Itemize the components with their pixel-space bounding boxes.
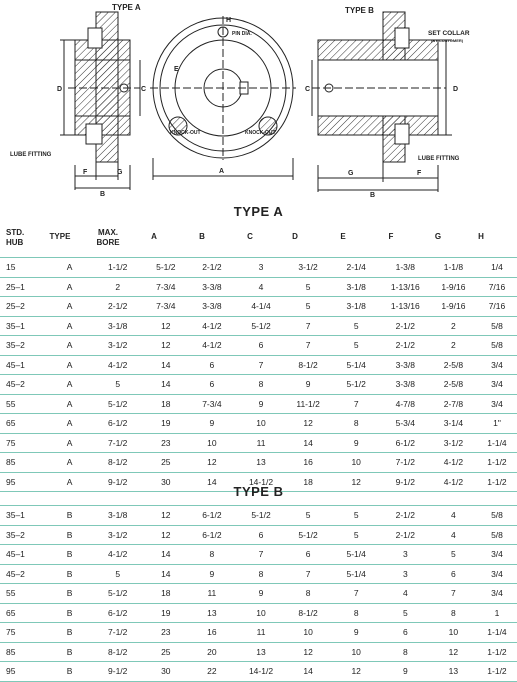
table-cell: 3-1/8: [108, 320, 128, 331]
dim-g-label-a: G: [117, 169, 123, 176]
table-cell: 3/4: [491, 379, 503, 390]
table-cell: 14: [303, 437, 313, 448]
table-cell: 3: [258, 262, 264, 273]
table-cell: 14: [207, 476, 217, 487]
table-row: [0, 603, 517, 623]
table-cell: 85: [6, 457, 16, 468]
table-cell: 15: [6, 262, 16, 273]
table-row: [0, 258, 517, 278]
table-cell: 3/4: [491, 549, 503, 560]
table-cell: 14: [161, 568, 171, 579]
table-cell: A: [66, 437, 73, 448]
type-a-title: TYPE A: [233, 204, 284, 219]
header-max-bore: MAX. BORE: [96, 228, 120, 247]
table-cell: 1-1/2: [487, 476, 507, 487]
table-cell: 25: [161, 646, 171, 657]
table-cell: 10: [351, 457, 361, 468]
table-cell: 12: [303, 646, 313, 657]
dim-c-label-b: C: [305, 86, 311, 93]
table-cell: 4-1/2: [202, 340, 222, 351]
table-cell: 5: [115, 568, 121, 579]
table-cell: 8: [353, 607, 359, 618]
table-cell: 5: [353, 340, 359, 351]
table-cell: 5: [305, 301, 311, 312]
table-cell: 1-13/16: [390, 281, 420, 292]
table-row: [0, 316, 517, 336]
table-cell: 3-3/8: [202, 281, 222, 292]
table-cell: B: [66, 646, 73, 657]
table-cell: 11: [207, 588, 217, 599]
table-cell: 6: [305, 549, 311, 560]
table-cell: 3-1/4: [443, 418, 464, 429]
table-cell: 55: [6, 398, 16, 409]
table-row: [0, 433, 517, 453]
table-cell: 13: [256, 457, 266, 468]
table-cell: 2-1/4: [346, 262, 366, 273]
table-cell: A: [66, 379, 73, 390]
dim-g-label-b: G: [348, 170, 354, 177]
table-cell: 30: [161, 476, 171, 487]
knockout-label-right: KNOCK-OUT: [245, 130, 276, 136]
table-cell: 16: [207, 627, 217, 638]
table-cell: 9: [258, 398, 264, 409]
table-cell: 8: [353, 418, 359, 429]
table-cell: 7: [258, 549, 264, 560]
table-cell: 7: [353, 588, 359, 599]
table-row: [0, 564, 517, 584]
table-cell: 1-1/2: [108, 262, 128, 273]
table-cell: 9: [209, 568, 215, 579]
table-row: [0, 414, 517, 434]
table-cell: A: [66, 476, 73, 487]
table-cell: 8: [402, 646, 408, 657]
table-cell: 22: [207, 666, 217, 677]
table-cell: 3-3/8: [395, 379, 415, 390]
table-cell: A: [66, 301, 73, 312]
table-cell: 6-1/2: [108, 418, 128, 429]
table-cell: 3: [402, 549, 408, 560]
table-cell: 5-1/2: [108, 398, 128, 409]
table-cell: 7-1/2: [395, 457, 415, 468]
table-cell: 4-1/2: [108, 549, 128, 560]
table-cell: 23: [161, 437, 171, 448]
table-row: [0, 545, 517, 565]
table-row: [0, 662, 517, 682]
header-e: E: [340, 232, 346, 241]
table-cell: 8: [209, 549, 215, 560]
type-b-drawing-label: TYPE B: [345, 6, 374, 15]
table-cell: 4-1/2: [443, 476, 464, 487]
table-cell: 4-1/2: [108, 359, 128, 370]
table-cell: 11: [256, 437, 266, 448]
table-cell: 75: [6, 437, 16, 448]
table-cell: 35–1: [6, 510, 25, 521]
table-cell: 9: [258, 588, 264, 599]
table-row: [0, 375, 517, 395]
table-cell: 7: [305, 568, 311, 579]
table-cell: B: [66, 627, 73, 638]
table-cell: 45–2: [6, 379, 25, 390]
table-cell: A: [66, 359, 73, 370]
header-b: B: [199, 232, 205, 241]
dim-e-label: E: [174, 66, 179, 73]
table-cell: 12: [351, 666, 361, 677]
table-cell: 5-1/4: [346, 549, 366, 560]
table-cell: 2: [451, 340, 456, 351]
table-cell: A: [66, 418, 73, 429]
table-cell: 7: [305, 340, 311, 351]
table-cell: B: [66, 549, 73, 560]
table-cell: 4-1/4: [251, 301, 271, 312]
table-cell: 8: [305, 588, 311, 599]
table-cell: 13: [448, 666, 459, 677]
table-cell: 8-1/2: [108, 646, 128, 657]
header-h: H: [478, 232, 484, 241]
table-cell: 8: [258, 568, 264, 579]
table-cell: 3-3/8: [395, 359, 415, 370]
table-row: [0, 277, 517, 297]
table-cell: B: [66, 529, 73, 540]
dim-f-label-a: F: [83, 169, 88, 176]
table-cell: 7: [451, 588, 456, 599]
table-cell: 9: [209, 418, 215, 429]
table-cell: 2: [451, 320, 456, 331]
lube-fitting-label-b: LUBE FITTING: [418, 156, 460, 162]
table-cell: 23: [161, 627, 171, 638]
table-cell: 13: [256, 646, 266, 657]
table-cell: 6-1/2: [202, 529, 222, 540]
table-cell: 8-1/2: [108, 457, 128, 468]
table-cell: 1/4: [491, 262, 503, 273]
table-cell: 65: [6, 607, 16, 618]
table-cell: 65: [6, 418, 16, 429]
type-b-table: [0, 505, 517, 682]
header-type: TYPE: [49, 232, 71, 241]
table-cell: 3-1/2: [298, 262, 318, 273]
table-cell: 7-1/2: [108, 627, 128, 638]
table-cell: 10: [303, 627, 313, 638]
table-cell: 6-1/2: [395, 437, 415, 448]
table-cell: 55: [6, 588, 16, 599]
table-cell: 1-9/16: [441, 281, 466, 292]
table-cell: 1-3/8: [395, 262, 415, 273]
table-row: [0, 623, 517, 643]
table-cell: 14-1/2: [248, 476, 274, 487]
header-d: D: [292, 232, 298, 241]
table-cell: 1-1/4: [487, 627, 507, 638]
table-cell: 6-1/2: [202, 510, 222, 521]
table-row: [0, 336, 517, 356]
table-cell: 75: [6, 627, 16, 638]
table-cell: 7/16: [488, 281, 506, 292]
table-cell: 8: [451, 607, 456, 618]
table-cell: 3/4: [491, 359, 503, 370]
table-row: [0, 355, 517, 375]
table-cell: 19: [161, 418, 171, 429]
table-cell: 25–1: [6, 281, 25, 292]
table-cell: 12: [161, 510, 171, 521]
table-cell: 9: [402, 666, 408, 677]
type-b-title: TYPE B: [233, 484, 284, 499]
dim-d-label-b: D: [453, 86, 459, 93]
table-cell: 9: [305, 379, 311, 390]
table-row: [0, 584, 517, 604]
table-cell: 3-1/2: [108, 340, 128, 351]
table-cell: 2-5/8: [443, 379, 464, 390]
table-cell: 3-3/8: [202, 301, 222, 312]
table-cell: 5-1/4: [346, 568, 366, 579]
table-cell: A: [66, 320, 73, 331]
table-cell: B: [66, 607, 73, 618]
table-cell: 9-1/2: [395, 476, 415, 487]
table-cell: 10: [256, 418, 266, 429]
table-row: [0, 297, 517, 317]
table-cell: 25: [161, 457, 171, 468]
table-cell: 1-1/2: [487, 457, 507, 468]
table-cell: 2-5/8: [443, 359, 464, 370]
coupling-drawing: [0, 0, 517, 200]
table-cell: 7: [305, 320, 311, 331]
table-cell: 4-7/8: [395, 398, 415, 409]
table-cell: 1-13/16: [390, 301, 420, 312]
table-cell: 6: [258, 340, 264, 351]
table-cell: 14-1/2: [248, 666, 274, 677]
table-cell: 7-1/2: [108, 437, 128, 448]
table-cell: 4: [451, 529, 456, 540]
table-cell: 2-1/2: [395, 510, 415, 521]
header-std-hub: STD. HUB: [6, 228, 25, 247]
table-cell: 85: [6, 646, 16, 657]
table-cell: 3-1/8: [346, 281, 366, 292]
table-cell: 5: [305, 281, 311, 292]
table-cell: 9: [353, 437, 359, 448]
dim-h-label: H: [226, 17, 232, 24]
table-cell: 5-1/2: [298, 529, 318, 540]
table-cell: A: [66, 398, 73, 409]
table-cell: 18: [161, 398, 171, 409]
header-g: G: [434, 232, 442, 241]
table-cell: 18: [161, 588, 171, 599]
table-cell: 2-1/2: [108, 301, 128, 312]
table-cell: 12: [161, 529, 171, 540]
table-cell: 3/4: [491, 398, 503, 409]
table-cell: 2: [115, 281, 121, 292]
table-cell: B: [66, 568, 73, 579]
table-cell: 5: [451, 549, 456, 560]
table-cell: 5-1/4: [346, 359, 366, 370]
table-cell: 35–2: [6, 340, 25, 351]
table-cell: 1-1/2: [487, 666, 507, 677]
table-cell: 4-1/2: [202, 320, 222, 331]
table-cell: 95: [6, 476, 16, 487]
table-cell: 2-7/8: [443, 398, 464, 409]
table-cell: 13: [207, 607, 217, 618]
table-cell: 5/8: [491, 529, 503, 540]
table-cell: 5/8: [491, 340, 503, 351]
dim-b-label-b: B: [370, 192, 376, 199]
table-cell: 2-1/2: [395, 340, 415, 351]
table-row: [0, 642, 517, 662]
table-cell: 12: [303, 418, 313, 429]
table-cell: 9-1/2: [108, 666, 128, 677]
table-cell: 1: [494, 607, 500, 618]
table-cell: 25–2: [6, 301, 25, 312]
table-cell: 45–1: [6, 359, 25, 370]
table-cell: 45–2: [6, 568, 25, 579]
table-cell: 5/8: [491, 320, 503, 331]
knockout-label-left: KNOCK-OUT: [170, 130, 201, 136]
table-cell: B: [66, 666, 73, 677]
table-cell: 1": [493, 418, 501, 429]
dim-f-label-b: F: [417, 170, 422, 177]
table-cell: 14: [161, 359, 171, 370]
table-cell: 5-3/4: [395, 418, 415, 429]
table-cell: 6: [402, 627, 408, 638]
lube-fitting-label-a: LUBE FITTING: [10, 152, 52, 158]
table-cell: 3: [402, 568, 408, 579]
table-cell: 4: [402, 588, 408, 599]
table-cell: 7: [353, 398, 359, 409]
table-cell: A: [66, 262, 73, 273]
table-cell: 14: [161, 549, 171, 560]
table-cell: 3/4: [491, 588, 503, 599]
table-cell: 8-1/2: [298, 607, 318, 618]
table-cell: 5: [402, 607, 408, 618]
table-cell: 20: [207, 646, 217, 657]
table-cell: 12: [161, 340, 171, 351]
table-cell: 7/16: [488, 301, 506, 312]
table-cell: A: [66, 340, 73, 351]
table-cell: 19: [161, 607, 171, 618]
type-a-table: [0, 257, 517, 492]
table-cell: 3/4: [491, 568, 503, 579]
table-cell: 12: [161, 320, 171, 331]
table-cell: 5-1/2: [108, 588, 128, 599]
table-cell: 5-1/2: [156, 262, 176, 273]
table-cell: 6: [258, 529, 264, 540]
table-cell: 2-1/2: [395, 529, 415, 540]
table-cell: 6: [451, 568, 456, 579]
table-cell: 7-3/4: [156, 281, 176, 292]
table-cell: 5: [353, 510, 359, 521]
table-cell: 1-1/2: [487, 646, 507, 657]
table-cell: 6: [209, 359, 215, 370]
table-cell: 8-1/2: [298, 359, 318, 370]
table-cell: 5-1/2: [346, 379, 366, 390]
table-cell: 5/8: [491, 510, 503, 521]
table-cell: 5-1/2: [251, 510, 271, 521]
table-cell: 10: [256, 607, 266, 618]
table-cell: 7: [258, 359, 264, 370]
by-customer-label: (BY CUSTOMER): [431, 38, 464, 43]
type-a-side-view: [60, 12, 140, 190]
table-row: [0, 506, 517, 526]
table-cell: 2-1/2: [395, 320, 415, 331]
table-cell: 3-1/8: [108, 510, 128, 521]
table-cell: 4-1/2: [443, 457, 464, 468]
table-cell: 9: [353, 627, 359, 638]
table-cell: 7-3/4: [156, 301, 176, 312]
front-view: [150, 16, 296, 180]
table-cell: 35–1: [6, 320, 25, 331]
table-cell: A: [66, 457, 73, 468]
table-cell: 12: [207, 457, 217, 468]
table-row: [0, 394, 517, 414]
dim-a-label: A: [219, 168, 225, 175]
header-a: A: [151, 232, 157, 241]
table-cell: 3-1/2: [443, 437, 464, 448]
table-cell: 9-1/2: [108, 476, 128, 487]
table-cell: 35–2: [6, 529, 25, 540]
table-cell: 10: [207, 437, 217, 448]
table-cell: 14: [303, 666, 313, 677]
table-cell: 11-1/2: [296, 398, 320, 409]
table-cell: 95: [6, 666, 16, 677]
table-cell: 3-1/8: [346, 301, 366, 312]
table-cell: 4: [451, 510, 456, 521]
header-f: F: [388, 232, 394, 241]
table-cell: 30: [161, 666, 171, 677]
dim-b-label-a: B: [100, 191, 106, 198]
table-cell: 18: [303, 476, 313, 487]
table-cell: 10: [448, 627, 459, 638]
table-cell: 1-9/16: [441, 301, 466, 312]
table-cell: 5: [305, 510, 311, 521]
table-cell: 6: [209, 379, 215, 390]
table-cell: 8: [258, 379, 264, 390]
table-cell: 6-1/2: [108, 607, 128, 618]
table-row: [0, 525, 517, 545]
table-cell: 14: [161, 379, 171, 390]
table-cell: 45–1: [6, 549, 25, 560]
table-cell: 5: [353, 320, 359, 331]
table-cell: 5: [353, 529, 359, 540]
set-collar-label: SET COLLAR: [428, 30, 470, 37]
table-cell: 5-1/2: [251, 320, 271, 331]
table-cell: 7-3/4: [202, 398, 222, 409]
table-cell: 11: [256, 627, 266, 638]
type-a-drawing-label: TYPE A: [112, 3, 141, 12]
table-cell: 12: [448, 646, 459, 657]
table-cell: 1-1/4: [487, 437, 507, 448]
table-cell: A: [66, 281, 73, 292]
table-cell: 2-1/2: [202, 262, 222, 273]
table-cell: 4: [258, 281, 264, 292]
table-cell: B: [66, 588, 73, 599]
table-cell: 16: [303, 457, 313, 468]
header-c: C: [247, 232, 253, 241]
table-cell: 1-1/8: [443, 262, 464, 273]
table-cell: 12: [351, 476, 361, 487]
table-cell: 5: [115, 379, 121, 390]
table-row: [0, 453, 517, 473]
table-cell: 3-1/2: [108, 529, 128, 540]
dim-c-label-a: C: [141, 86, 147, 93]
table-cell: B: [66, 510, 73, 521]
pin-dia-label: PIN DIA.: [232, 31, 252, 37]
dim-d-label-a: D: [57, 86, 63, 93]
table-cell: 10: [351, 646, 361, 657]
